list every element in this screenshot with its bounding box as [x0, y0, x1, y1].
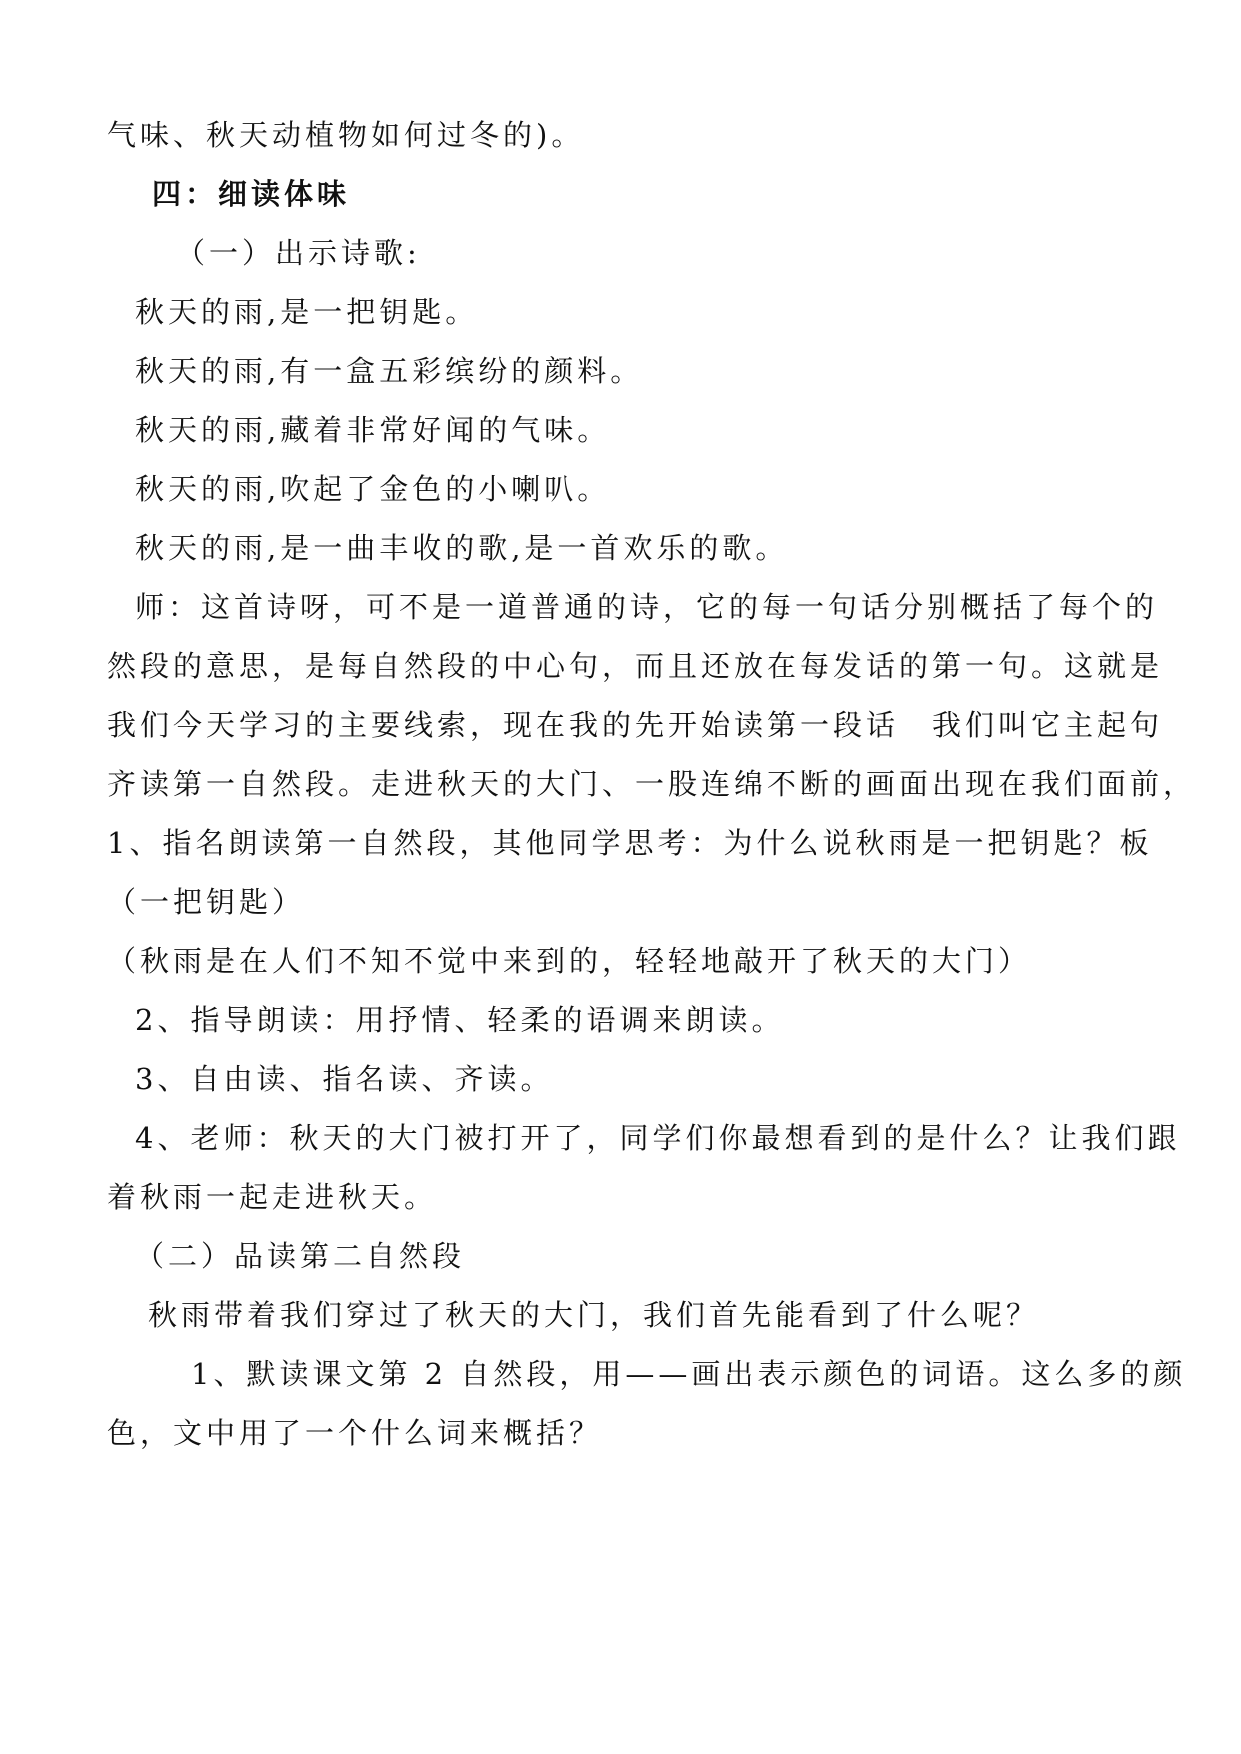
text-line: （秋雨是在人们不知不觉中来到的，轻轻地敲开了秋天的大门） [107, 944, 1032, 978]
poem-line: 秋天的雨,有一盒五彩缤纷的颜料。 [135, 354, 644, 388]
subsection-heading: （二）品读第二自然段 [135, 1239, 466, 1273]
text-line: 秋雨带着我们穿过了秋天的大门，我们首先能看到了什么呢？ [148, 1298, 1040, 1332]
text-line: 3、自由读、指名读、齐读。 [135, 1062, 554, 1096]
poem-line: 秋天的雨,藏着非常好闻的气味。 [135, 413, 611, 447]
text-line: 师：这首诗呀，可不是一道普通的诗，它的每一句话分别概括了每个的 [135, 590, 1159, 624]
text-line: 1、默读课文第 2 自然段，用——画出表示颜色的词语。这么多的颜 [191, 1357, 1187, 1391]
poem-line: 秋天的雨,是一把钥匙。 [135, 295, 479, 329]
text-line: 2、指导朗读：用抒情、轻柔的语调来朗读。 [135, 1003, 785, 1037]
text-line: 色，文中用了一个什么词来概括？ [107, 1416, 603, 1450]
subsection-heading: （一）出示诗歌: [176, 236, 421, 270]
poem-line: 秋天的雨,是一曲丰收的歌,是一首欢乐的歌。 [135, 531, 789, 565]
text-line: 然段的意思，是每自然段的中心句，而且还放在每发话的第一句。这就是 [107, 649, 1164, 683]
text-line: 着秋雨一起走进秋天。 [107, 1180, 438, 1214]
text-line: 1、指名朗读第一自然段，其他同学思考：为什么说秋雨是一把钥匙？板 [107, 826, 1153, 860]
text-line: 我们今天学习的主要线索，现在我的先开始读第一段话 我们叫它主起句 [107, 708, 1164, 742]
text-line: 气味、秋天动植物如何过冬的)。 [107, 118, 585, 152]
text-line: （一把钥匙） [107, 885, 306, 919]
text-line: 4、老师：秋天的大门被打开了，同学们你最想看到的是什么？让我们跟 [135, 1121, 1181, 1155]
poem-line: 秋天的雨,吹起了金色的小喇叭。 [135, 472, 611, 506]
section-heading: 四：细读体味 [152, 177, 351, 211]
text-line: 齐读第一自然段。走进秋天的大门、一股连绵不断的画面出现在我们面前， [107, 767, 1197, 801]
